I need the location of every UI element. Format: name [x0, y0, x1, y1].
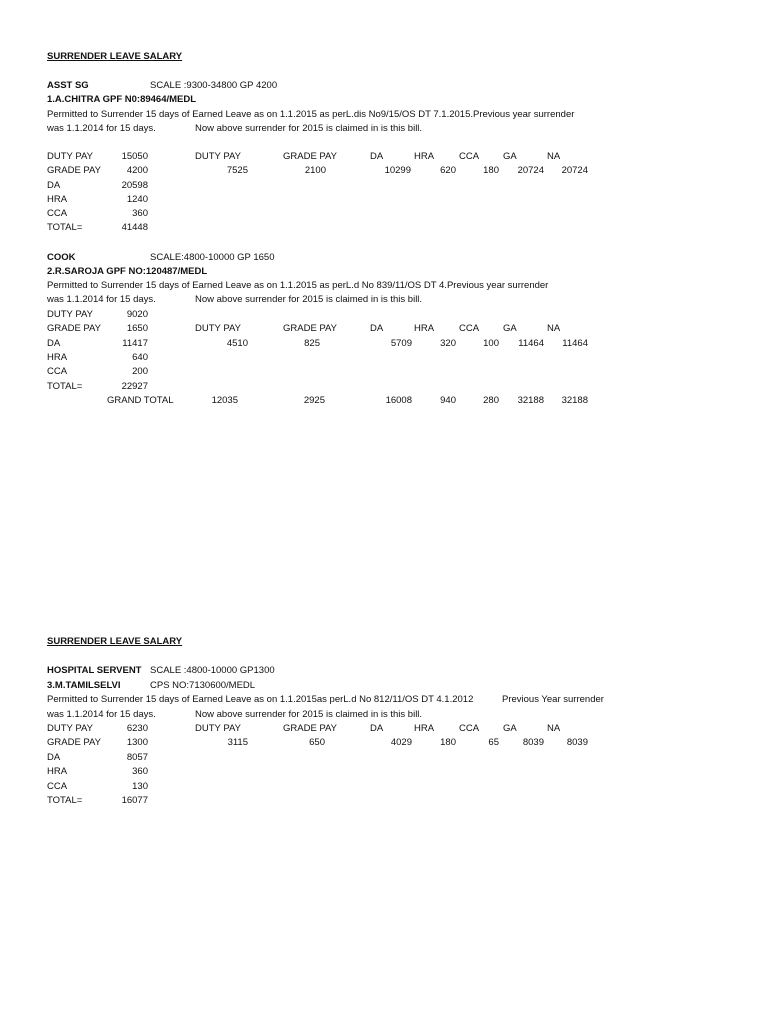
permission-text: was 1.1.2014 for 15 days. [47, 123, 156, 134]
designation: HOSPITAL SERVENT [47, 665, 142, 676]
pay-label: CCA [47, 781, 68, 792]
column-header: DA [370, 323, 384, 334]
pay-value: 1240 [126, 194, 148, 205]
column-header: CCA [459, 723, 480, 734]
employee-name-gpf: 2.R.SAROJA GPF NO:120487/MEDL [47, 266, 208, 277]
pay-value: 20598 [121, 180, 148, 191]
pay-label: GRADE PAY [47, 737, 102, 748]
cps-number: CPS NO:7130600/MEDL [150, 680, 256, 691]
column-value: 180 [440, 737, 456, 748]
column-header: DA [370, 151, 384, 162]
column-value: 20724 [561, 165, 588, 176]
column-value: 8039 [566, 737, 588, 748]
pay-scale: SCALE :4800-10000 GP1300 [150, 665, 275, 676]
pay-value: 9020 [126, 309, 148, 320]
pay-label: DUTY PAY [47, 151, 93, 162]
pay-label: HRA [47, 194, 68, 205]
column-header: GA [503, 723, 517, 734]
pay-value: 640 [132, 352, 148, 363]
pay-label: GRADE PAY [47, 165, 102, 176]
pay-value: 16077 [121, 795, 148, 806]
column-header: GA [503, 323, 517, 334]
pay-value: 360 [132, 208, 148, 219]
column-header: GA [503, 151, 517, 162]
column-header: CCA [459, 151, 480, 162]
pay-value: 130 [132, 781, 148, 792]
column-value: 100 [483, 338, 499, 349]
pay-label: TOTAL= [47, 222, 83, 233]
grand-total-value: 2925 [303, 395, 325, 406]
grand-total-value: 940 [440, 395, 456, 406]
pay-value: 360 [132, 766, 148, 777]
column-value: 3115 [227, 737, 248, 748]
permission-text: Previous Year surrender [502, 694, 604, 705]
page-title: SURRENDER LEAVE SALARY [47, 636, 183, 647]
grand-total-value: 32188 [517, 395, 544, 406]
column-header: GRADE PAY [283, 151, 338, 162]
permission-text: was 1.1.2014 for 15 days. [47, 709, 156, 720]
pay-value: 6230 [126, 723, 148, 734]
column-header: GRADE PAY [283, 723, 338, 734]
column-value: 825 [304, 338, 320, 349]
designation: ASST SG [47, 80, 89, 91]
pay-label: HRA [47, 766, 68, 777]
pay-scale: SCALE:4800-10000 GP 1650 [150, 252, 275, 263]
pay-label: DA [47, 180, 61, 191]
column-header: GRADE PAY [283, 323, 338, 334]
column-value: 320 [440, 338, 456, 349]
pay-value: 41448 [121, 222, 148, 233]
grand-total-value: 16008 [385, 395, 412, 406]
grand-total-label: GRAND TOTAL [107, 395, 174, 406]
designation: COOK [47, 252, 76, 263]
column-header: DUTY PAY [195, 323, 241, 334]
grand-total-value: 12035 [211, 395, 238, 406]
permission-text: Now above surrender for 2015 is claimed in is this bill. [195, 123, 423, 134]
pay-value: 4200 [126, 165, 148, 176]
permission-text: was 1.1.2014 for 15 days. [47, 294, 156, 305]
pay-value: 8057 [126, 752, 148, 763]
column-header: CCA [459, 323, 480, 334]
pay-label: CCA [47, 366, 68, 377]
column-value: 11464 [562, 338, 588, 349]
pay-label: HRA [47, 352, 68, 363]
pay-value: 1650 [126, 323, 148, 334]
pay-scale: SCALE :9300-34800 GP 4200 [150, 80, 278, 91]
pay-label: DUTY PAY [47, 309, 93, 320]
column-header: DUTY PAY [195, 151, 241, 162]
column-header: NA [547, 723, 561, 734]
column-value: 5709 [390, 338, 412, 349]
pay-label: DUTY PAY [47, 723, 93, 734]
column-header: NA [547, 323, 561, 334]
permission-text: Permitted to Surrender 15 days of Earned Leave as on 1.1.2015 as perL.dis No9/15/OS DT 7.1.2015.Previous year surrender [47, 109, 575, 120]
column-value: 7525 [226, 165, 248, 176]
column-header: HRA [414, 151, 435, 162]
column-value: 10299 [384, 165, 411, 176]
grand-total-value: 32188 [561, 395, 588, 406]
column-value: 20724 [517, 165, 544, 176]
column-value: 4510 [226, 338, 248, 349]
pay-label: CCA [47, 208, 68, 219]
permission-text: Now above surrender for 2015 is claimed in is this bill. [195, 294, 423, 305]
column-value: 11464 [518, 338, 544, 349]
pay-label: TOTAL= [47, 795, 83, 806]
pay-value: 1300 [126, 737, 148, 748]
page-title: SURRENDER LEAVE SALARY [47, 51, 183, 62]
permission-text: Permitted to Surrender 15 days of Earned Leave as on 1.1.2015as perL.d No 812/11/OS DT 4.1.2012 [47, 694, 474, 705]
column-header: DUTY PAY [195, 723, 241, 734]
column-value: 2100 [304, 165, 326, 176]
pay-label: DA [47, 338, 61, 349]
column-value: 650 [309, 737, 325, 748]
column-value: 620 [440, 165, 456, 176]
grand-total-value: 280 [483, 395, 499, 406]
column-header: HRA [414, 323, 435, 334]
column-header: DA [370, 723, 384, 734]
column-value: 65 [488, 737, 499, 748]
pay-value: 22927 [121, 381, 148, 392]
column-value: 4029 [390, 737, 412, 748]
permission-text: Now above surrender for 2015 is claimed in is this bill. [195, 709, 423, 720]
column-header: HRA [414, 723, 435, 734]
employee-name-gpf: 1.A.CHITRA GPF N0:89464/MEDL [47, 94, 197, 105]
permission-text: Permitted to Surrender 15 days of Earned Leave as on 1.1.2015 as perL.d No 839/11/OS DT 4.Previous year surrender [47, 280, 549, 291]
column-value: 8039 [522, 737, 544, 748]
column-value: 180 [483, 165, 499, 176]
pay-label: TOTAL= [47, 381, 83, 392]
pay-value: 15050 [121, 151, 148, 162]
pay-label: GRADE PAY [47, 323, 102, 334]
pay-value: 200 [132, 366, 148, 377]
column-header: NA [547, 151, 561, 162]
pay-label: DA [47, 752, 61, 763]
pay-value: 11417 [122, 338, 148, 349]
employee-name: 3.M.TAMILSELVI [47, 680, 121, 691]
